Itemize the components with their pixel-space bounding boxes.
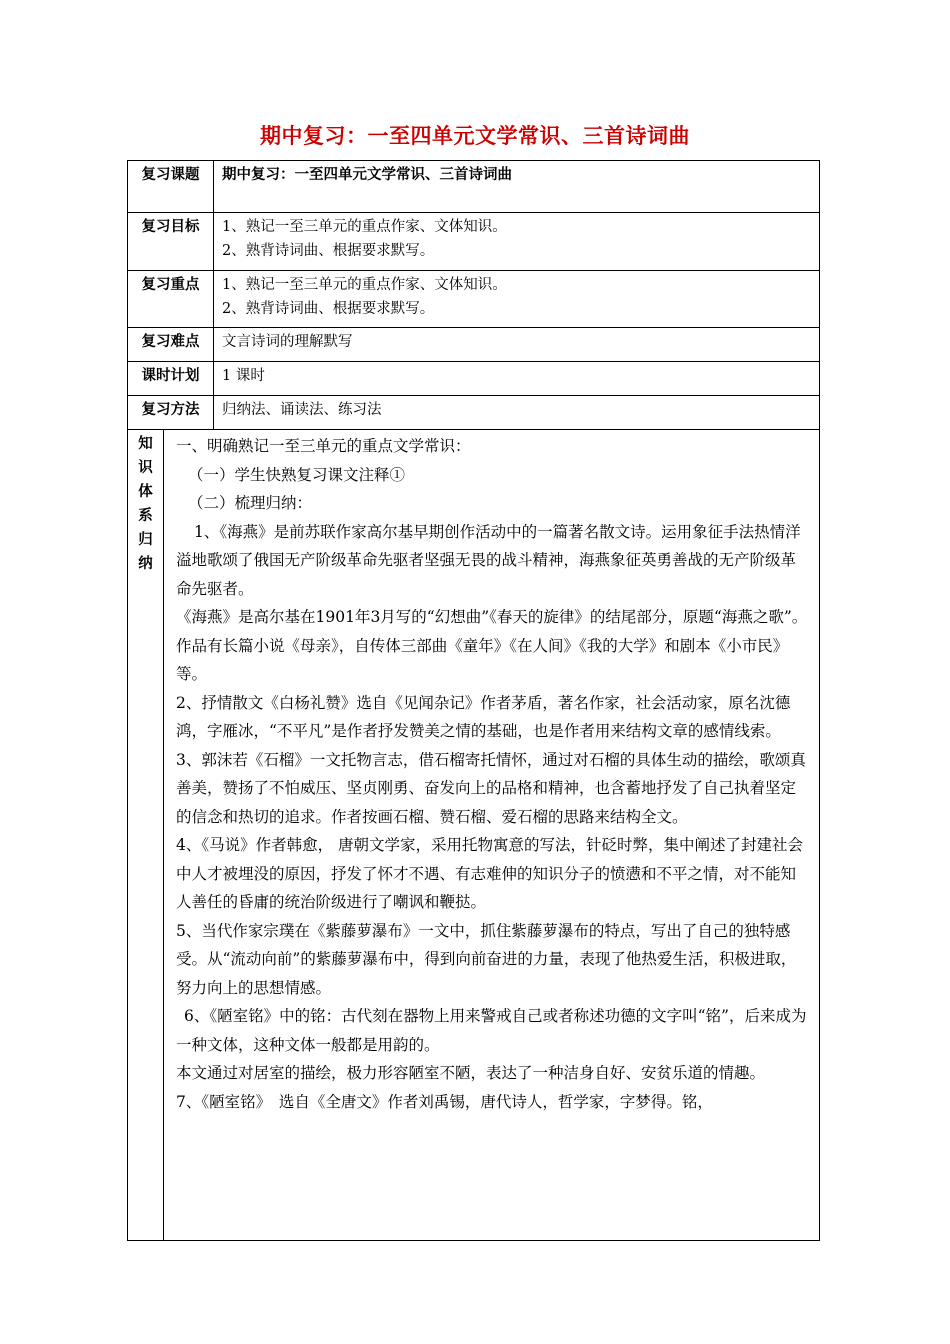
paragraph: 1、《海燕》是前苏联作家高尔基早期创作活动中的一篇著名散文诗。运用象征手法热情洋溢地歌颂了俄国无产阶级革命先驱者坚强无畏的战斗精神，海燕象征英勇善战的无产阶级革命先驱者。	[176, 522, 801, 598]
row-subject	[128, 161, 820, 213]
row-method	[128, 396, 820, 430]
knowledge-content	[164, 430, 820, 1241]
paragraph: 3、郭沫若《石榴》一文托物言志，借石榴寄托情怀，通过对石榴的具体生动的描绘，歌颂真善美，赞扬了不怕威压、坚贞刚勇、奋发向上的品格和精神，也含蓄地抒发了自己执着坚定的信念和热切的追求。作者按画石榴、赞石榴、爱石榴的思路来结构全文。	[176, 750, 806, 826]
label-method: 复习方法	[128, 396, 214, 430]
focus-line-1: 1、熟记一至三单元的重点作家、文体知识。	[222, 277, 507, 293]
focus-line-2: 2、熟背诗词曲、根据要求默写。	[222, 301, 435, 317]
knowledge-label-3: 归纳	[138, 532, 153, 572]
value-goal	[214, 213, 820, 271]
paragraph: 《海燕》是高尔基在1901年3月写的“幻想曲”《春天的旋律》的结尾部分，原题“海燕之歌”。	[176, 608, 808, 626]
label-focus: 复习重点	[128, 271, 214, 328]
paragraph: （二）梳理归纳：	[188, 494, 313, 512]
paragraph: 6、《陋室铭》中的铭：古代刻在器物上用来警戒自己或者称述功德的文字叫“铭”，后来成为一种文体，这种文体一般都是用韵的。	[176, 1007, 807, 1054]
value-method: 归纳法、诵读法、练习法	[214, 396, 820, 430]
page-title: 期中复习：一至四单元文学常识、三首诗词曲	[260, 124, 690, 148]
value-subject: 期中复习：一至四单元文学常识、三首诗词曲	[214, 161, 820, 213]
goal-line-1: 1、熟记一至三单元的重点作家、文体知识。	[222, 219, 507, 235]
row-difficulty	[128, 328, 820, 362]
value-schedule: 1 课时	[214, 362, 820, 396]
paragraph: 本文通过对居室的描绘，极力形容陋室不陋，表达了一种洁身自好、安贫乐道的情趣。	[176, 1064, 766, 1082]
value-difficulty: 文言诗词的理解默写	[214, 328, 820, 362]
goal-line-2: 2、熟背诗词曲、根据要求默写。	[222, 243, 435, 259]
label-schedule: 课时计划	[128, 362, 214, 396]
paragraph: 5、当代作家宗璞在《紫藤萝瀑布》一文中，抓住紫藤萝瀑布的特点，写出了自己的独特感受。从“流动向前”的紫藤萝瀑布中，得到向前奋进的力量，表现了他热爱生活，积极进取，努力向上的思想情感。	[176, 921, 797, 997]
row-knowledge	[128, 430, 820, 1241]
row-goal	[128, 213, 820, 271]
paragraph: 2、抒情散文《白杨礼赞》选自《见闻杂记》作者茅盾，著名作家，社会活动家，原名沈德鸿，字雁冰，“不平凡”是作者抒发赞美之情的基础，也是作者用来结构文章的感情线索。	[176, 693, 791, 740]
paragraph: 7、《陋室铭》 选自《全唐文》作者刘禹锡，唐代诗人，哲学家，字梦得。铭，	[176, 1092, 713, 1111]
label-difficulty: 复习难点	[128, 328, 214, 362]
knowledge-label-1: 知识	[138, 436, 153, 476]
row-schedule	[128, 362, 820, 396]
paragraph: （一）学生快熟复习课文注释①	[188, 465, 406, 484]
row-focus	[128, 271, 820, 328]
paragraph: 一、明确熟记一至三单元的重点文学常识：	[176, 437, 471, 455]
value-focus	[214, 271, 820, 328]
review-plan-table	[127, 160, 820, 1241]
knowledge-label-2: 体系	[138, 484, 153, 524]
label-knowledge	[128, 430, 164, 1241]
label-subject: 复习课题	[128, 161, 214, 213]
label-goal: 复习目标	[128, 213, 214, 271]
paragraph: 4、《马说》作者韩愈， 唐朝文学家，采用托物寓意的写法，针砭时弊，集中阐述了封建社会中人才被埋没的原因，抒发了怀才不遇、有志难伸的知识分子的愤懑和不平之情，对不能知人善任的昏庸的统治阶级进行了嘲讽和鞭挞。	[176, 836, 804, 911]
paragraph: 作品有长篇小说《母亲》，自传体三部曲《童年》《在人间》《我的大学》和剧本《小市民》等。	[176, 636, 789, 683]
